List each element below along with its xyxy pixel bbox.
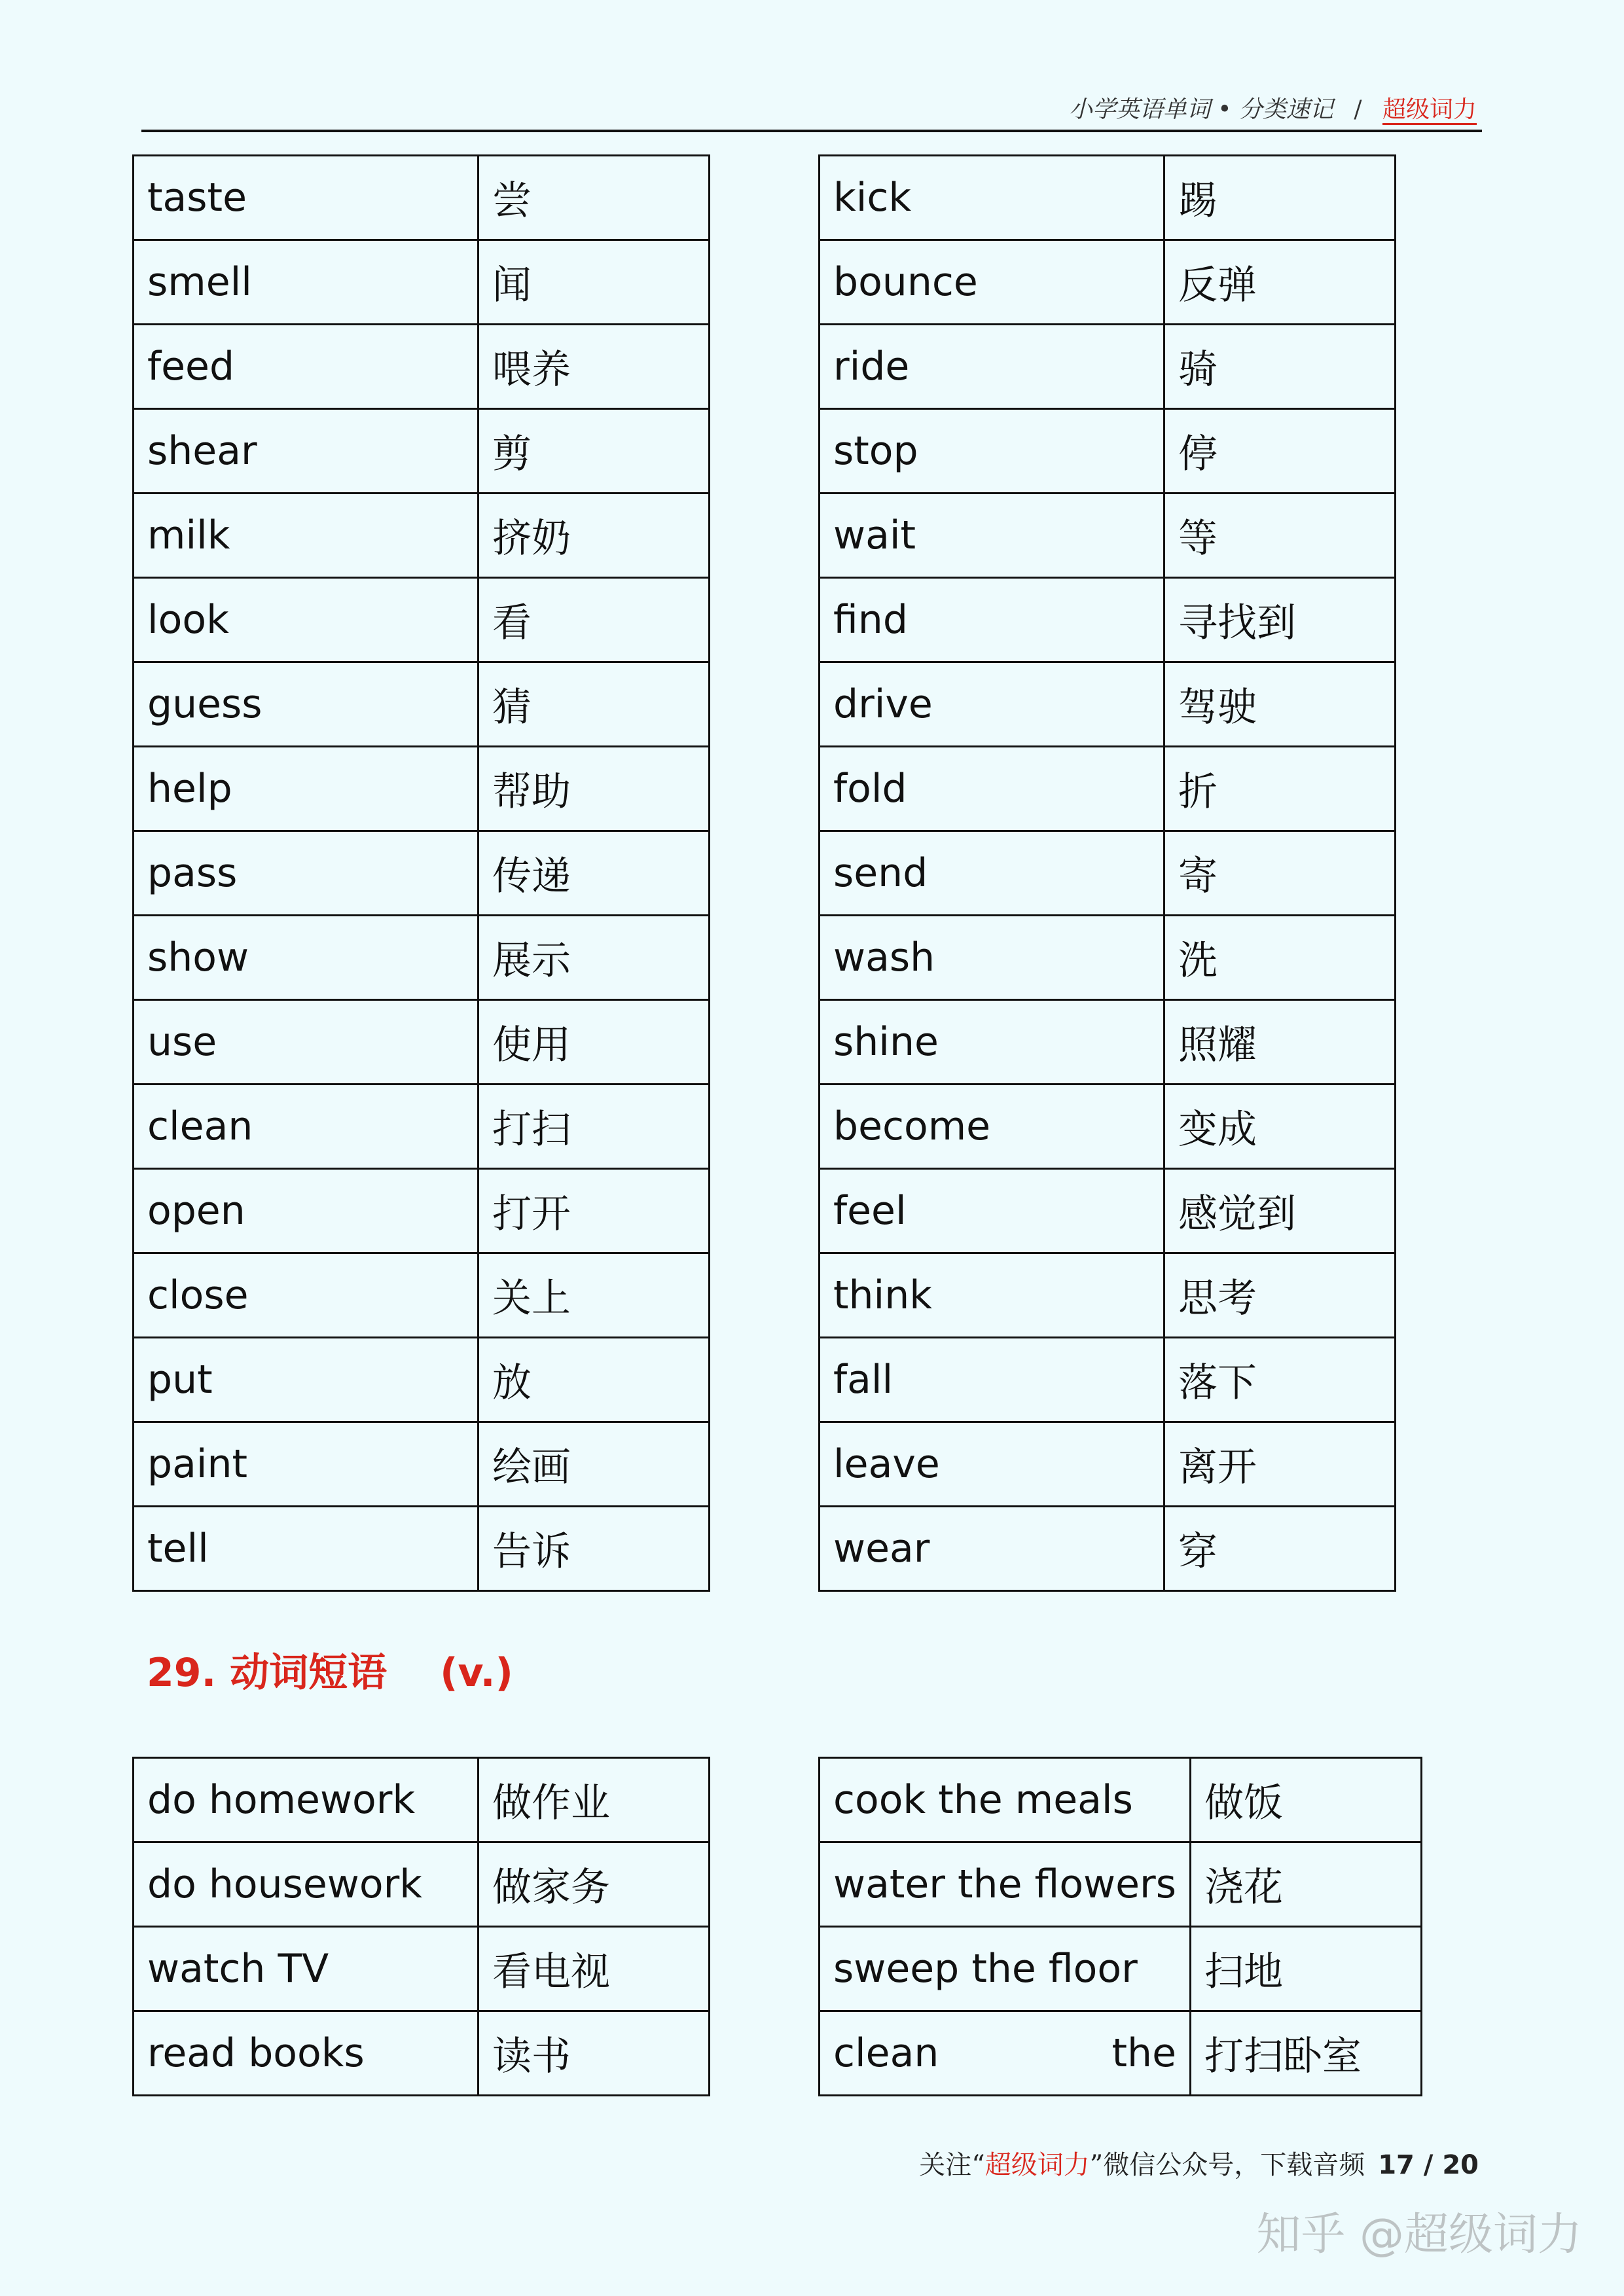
table-row — [134, 493, 710, 578]
chinese-meaning: 做饭 — [1190, 1758, 1421, 1842]
table-row — [820, 325, 1396, 409]
table-row — [820, 156, 1396, 240]
table-row — [820, 1842, 1422, 1927]
footer-brand: 超级词力 — [984, 2150, 1090, 2180]
chinese-meaning: 骑 — [1164, 325, 1396, 409]
section-heading — [147, 1641, 513, 1698]
course-title: 小学英语单词 • 分类速记 — [1068, 96, 1333, 123]
table-row — [134, 916, 710, 1000]
chinese-meaning: 洗 — [1164, 916, 1396, 1000]
chinese-meaning: 闻 — [478, 240, 710, 325]
watermark: 知乎 @超级词力 — [1256, 2209, 1582, 2261]
english-word: open — [134, 1169, 478, 1253]
table-row — [134, 1169, 710, 1253]
english-word: shine — [820, 1000, 1164, 1085]
table-row — [134, 1507, 710, 1591]
english-word: find — [820, 578, 1164, 662]
table-row — [820, 409, 1396, 493]
chinese-meaning: 剪 — [478, 409, 710, 493]
english-word: think — [820, 1253, 1164, 1338]
chinese-meaning: 寻找到 — [1164, 578, 1396, 662]
chinese-meaning: 思考 — [1164, 1253, 1396, 1338]
table-row — [134, 1758, 710, 1842]
phrase-table-right — [818, 1757, 1422, 2096]
section-name: 动词短语 — [230, 1650, 388, 1696]
chinese-meaning: 挤奶 — [478, 493, 710, 578]
english-word: read books — [134, 2011, 478, 2096]
table-row — [820, 1253, 1396, 1338]
vocab-table-left-top — [132, 154, 710, 1592]
chinese-meaning: 照耀 — [1164, 1000, 1396, 1085]
brand-name: 超级词力 — [1382, 96, 1477, 125]
table-row — [134, 831, 710, 916]
chinese-meaning: 告诉 — [478, 1507, 710, 1591]
english-word: put — [134, 1338, 478, 1422]
english-word: clean — [134, 1085, 478, 1169]
chinese-meaning: 反弹 — [1164, 240, 1396, 325]
chinese-meaning: 看电视 — [478, 1927, 710, 2011]
table-row — [134, 156, 710, 240]
table-row — [134, 1927, 710, 2011]
chinese-meaning: 寄 — [1164, 831, 1396, 916]
table-row — [134, 1000, 710, 1085]
chinese-meaning: 使用 — [478, 1000, 710, 1085]
english-word: guess — [134, 662, 478, 747]
english-word: wear — [820, 1507, 1164, 1591]
chinese-meaning: 离开 — [1164, 1422, 1396, 1507]
english-word — [820, 2011, 1191, 2096]
table-row — [134, 578, 710, 662]
chinese-meaning: 变成 — [1164, 1085, 1396, 1169]
table-row — [820, 662, 1396, 747]
chinese-meaning: 猜 — [478, 662, 710, 747]
chinese-meaning: 扫地 — [1190, 1927, 1421, 2011]
table-row — [820, 916, 1396, 1000]
english-word-part: clean — [833, 2030, 939, 2076]
header-separator: / — [1354, 96, 1362, 123]
table-row — [134, 1422, 710, 1507]
english-word-split — [833, 2030, 1176, 2076]
table-row — [134, 240, 710, 325]
table-row — [820, 1927, 1422, 2011]
table-row — [820, 1085, 1396, 1169]
table-row — [134, 2011, 710, 2096]
english-word: taste — [134, 156, 478, 240]
table-row — [820, 1338, 1396, 1422]
english-word: sweep the floor — [820, 1927, 1191, 2011]
english-word: look — [134, 578, 478, 662]
chinese-meaning: 绘画 — [478, 1422, 710, 1507]
table-row — [820, 493, 1396, 578]
english-word: drive — [820, 662, 1164, 747]
english-word: pass — [134, 831, 478, 916]
page-header — [141, 90, 1482, 132]
footer-prefix: 关注“ — [919, 2150, 985, 2180]
chinese-meaning: 帮助 — [478, 747, 710, 831]
table-row — [134, 1842, 710, 1927]
chinese-meaning: 停 — [1164, 409, 1396, 493]
english-word: paint — [134, 1422, 478, 1507]
english-word: help — [134, 747, 478, 831]
english-word-part: the — [1111, 2030, 1176, 2076]
table-row — [820, 747, 1396, 831]
chinese-meaning: 做作业 — [478, 1758, 710, 1842]
table-row — [820, 2011, 1422, 2096]
english-word: leave — [820, 1422, 1164, 1507]
chinese-meaning: 放 — [478, 1338, 710, 1422]
english-word: ride — [820, 325, 1164, 409]
table-row — [134, 747, 710, 831]
english-word: do homework — [134, 1758, 478, 1842]
english-word: do housework — [134, 1842, 478, 1927]
chinese-meaning: 打扫 — [478, 1085, 710, 1169]
english-word: watch TV — [134, 1927, 478, 2011]
part-of-speech: (v.) — [440, 1650, 513, 1696]
english-word: milk — [134, 493, 478, 578]
table-row — [820, 578, 1396, 662]
chinese-meaning: 打开 — [478, 1169, 710, 1253]
chinese-meaning: 折 — [1164, 747, 1396, 831]
english-word: feed — [134, 325, 478, 409]
english-word: fall — [820, 1338, 1164, 1422]
chinese-meaning: 喂养 — [478, 325, 710, 409]
table-row — [820, 1169, 1396, 1253]
english-word: become — [820, 1085, 1164, 1169]
phrase-table-left — [132, 1757, 710, 2096]
chinese-meaning: 看 — [478, 578, 710, 662]
table-row — [820, 1758, 1422, 1842]
chinese-meaning: 读书 — [478, 2011, 710, 2096]
table-row — [134, 409, 710, 493]
table-row — [820, 240, 1396, 325]
footer-suffix: ”微信公众号，下载音频 — [1089, 2150, 1365, 2180]
table-row — [134, 1338, 710, 1422]
chinese-meaning: 关上 — [478, 1253, 710, 1338]
english-word: send — [820, 831, 1164, 916]
table-row — [820, 831, 1396, 916]
page-footer — [919, 2144, 1479, 2181]
english-word: bounce — [820, 240, 1164, 325]
chinese-meaning: 浇花 — [1190, 1842, 1421, 1927]
chinese-meaning: 传递 — [478, 831, 710, 916]
chinese-meaning: 落下 — [1164, 1338, 1396, 1422]
chinese-meaning: 打扫卧室 — [1190, 2011, 1421, 2096]
chinese-meaning: 尝 — [478, 156, 710, 240]
table-row — [134, 662, 710, 747]
table-row — [134, 1253, 710, 1338]
english-word: feel — [820, 1169, 1164, 1253]
english-word: stop — [820, 409, 1164, 493]
chinese-meaning: 展示 — [478, 916, 710, 1000]
english-word: smell — [134, 240, 478, 325]
english-word: tell — [134, 1507, 478, 1591]
table-row — [820, 1000, 1396, 1085]
chinese-meaning: 驾驶 — [1164, 662, 1396, 747]
chinese-meaning: 穿 — [1164, 1507, 1396, 1591]
english-word: wash — [820, 916, 1164, 1000]
chinese-meaning: 等 — [1164, 493, 1396, 578]
chinese-meaning: 感觉到 — [1164, 1169, 1396, 1253]
chinese-meaning: 做家务 — [478, 1842, 710, 1927]
section-number: 29. — [147, 1650, 217, 1696]
english-word: shear — [134, 409, 478, 493]
english-word: wait — [820, 493, 1164, 578]
english-word: kick — [820, 156, 1164, 240]
english-word: close — [134, 1253, 478, 1338]
table-row — [134, 325, 710, 409]
table-row — [820, 1507, 1396, 1591]
english-word: show — [134, 916, 478, 1000]
vocab-table-right-top — [818, 154, 1396, 1592]
table-row — [820, 1422, 1396, 1507]
english-word: use — [134, 1000, 478, 1085]
chinese-meaning: 踢 — [1164, 156, 1396, 240]
english-word: cook the meals — [820, 1758, 1191, 1842]
table-row — [134, 1085, 710, 1169]
english-word: water the flowers — [820, 1842, 1191, 1927]
english-word: fold — [820, 747, 1164, 831]
page-number: 17 / 20 — [1378, 2150, 1479, 2180]
